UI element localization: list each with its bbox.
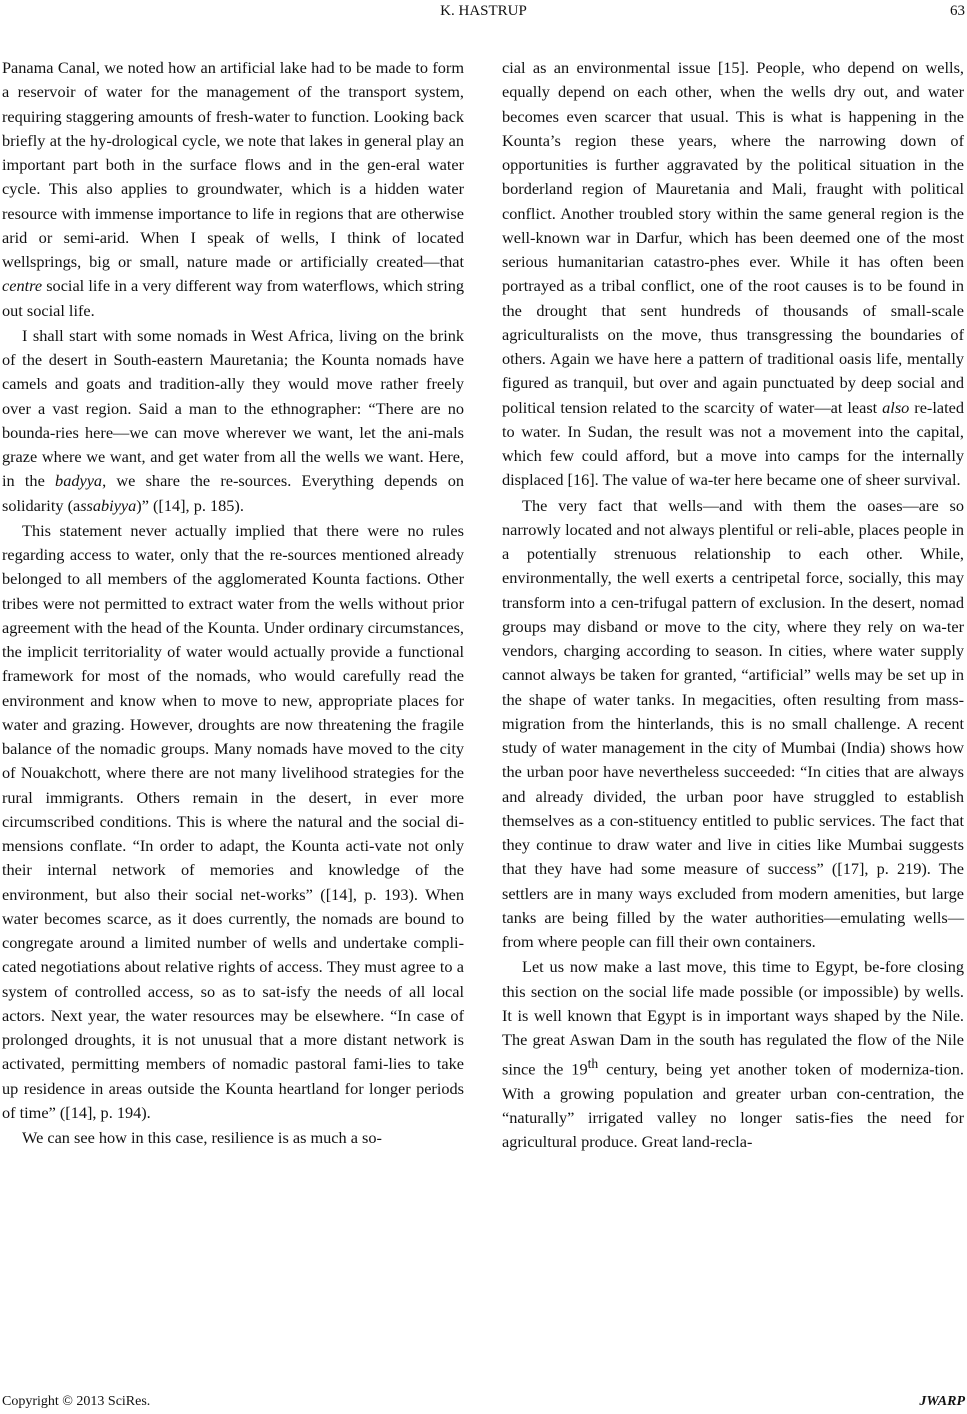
paragraph: cial as an environmental issue [15]. People, who depend on wells, equally depend on each other, when the wells dry out, and water becomes even scarcer that usual. This is what is happening in the Kounta’s region these years, where the narrowing down of opportunities is further aggravated by the political situation in the borderland region of Mauretania and Mali, fraught with political conflict. Another troubled story within the same general region is the well-known war in Darfur, which has been deemed one of the most serious humanitarian catastro-phes ever. While it has often been portrayed as a tribal conflict, one of the root causes is to be found in the drought that sent hundreds of thousands of small-scale agriculturalists on the move, thus transgressing the boundaries of others. Again we have here a pattern of traditional oasis life, mentally figured as tranquil, but over and again punctuated by deep social and political tension related to the scarcity of water—at least also re-lated to water. In Sudan, the result was not a movement into the capital, which few could afford, but a move into camps for the internally displaced [16]. The value of wa-ter here became one of sheer survival. (502, 58, 964, 490)
paragraph: This statement never actually implied that there were no rules regarding access to water, only that the re-sources mentioned already belonged to all members of the agglomerated Kounta factions. Other tribes were not permitted to extract water from the wells without prior agreement with the head of the Kounta. Under ordinary circumstances, the implicit territoriality of water would actually provide a functional framework for most of the nomads, who would carefully read the environment and know when to move to new, appropriate places for water and grazing. However, droughts are now threatening the fragile balance of the nomadic groups. Many nomads have moved to the city of Nouakchott, where there are not many livelihood strategies for the rural immigrants. Others remain in the desert, in ever more circumscribed conditions. This is where the natural and the social di-mensions conflate. “In order to adapt, the Kounta acti-vate not only their internal network of memories and knowledge of the environment, but also their social net-works” ([14], p. 193). When water becomes scarce, as it does currently, the nomads are bound to congregate around a limited number of wells and undertake compli-cated negotiations about relative rights of access. They must agree to a system of controlled access, so as to sat-isfy the needs of all local actors. Next year, the water resources may be elsewhere. “In case of prolonged droughts, it is not unusual that a more distant network is activated, permitting members of nomadic pastoral fami-lies to take up residence in areas outside the Kounta heartland for longer periods of time” ([14], p. 194). (2, 520, 464, 1122)
page-header (0, 0, 967, 28)
journal-name: JWARP (919, 1394, 965, 1409)
paragraph: The very fact that wells—and with them the oases—are so narrowly located and not always plentiful or reli-able, places people in a potentially strenuous relationship to each other. While, environmentally, the well exerts a centripetal force, socially, this may transform into a cen-trifugal pattern of exclusion. In the desert, nomad groups may disband or move to the city, where they rely on wa-ter vendors, charging according to season. In cities, where water supply cannot always be taken for granted, “artificial” wells may be set up in the shape of water tanks. In megacities, often resulting from mass-migration from the hinterlands, this is no small challenge. A recent study of water management in the city of Mumbai (India) shows how the urban poor have nevertheless succeeded: “In cities that are always and already divided, the urban poor have struggled to establish themselves as a con-stituency entitled to public services. The fact that they continue to draw water and live in cities like Mumbai suggests that they have had some measure of success” ([17], p. 219). The settlers are in many ways excluded from modern amenities, but large tanks are being filled by the water authorities—emulating wells—from where people can fill their own containers. (502, 495, 964, 951)
page-number: 63 (950, 3, 965, 19)
right-column (502, 56, 964, 1155)
paragraph: I shall start with some nomads in West Africa, living on the brink of the desert in South-eastern Mauretania; the Kounta nomads have camels and goats and tradition-ally they would move rather freely over a vast region. Said a man to the ethnographer: “There are no bounda-ries here—we can move wherever we want, let the ani-mals graze where we want, and get water from all the wells we want. Here, in the badyya, we share the re-sources. Everything depends on solidarity (assabiyya)” ([14], p. 185). (2, 325, 464, 515)
paragraph: Panama Canal, we noted how an artificial lake had to be made to form a reservoir of water for the management of the transport system, requiring staggering amounts of fresh-water to function. Looking back briefly at the hy-drological cycle, we note that lakes in general play an important part both in the surface flows and in the gen-eral water cycle. This also applies to groundwater, which is a hidden water resource with immense importance to life in regions that are otherwise arid or semi-arid. When I speak of wells, I think of located wellsprings, big or small, nature made or artificially created—that centre social life in a very different way from waterflows, which string out social life. (2, 58, 464, 320)
paragraph: We can see how in this case, resilience is as much a so- (22, 1128, 382, 1147)
left-column (2, 56, 464, 1150)
paragraph: Let us now make a last move, this time to Egypt, be-fore closing this section on the social life made possible (or impossible) by wells. It is well known that Egypt is in important ways shaped by the Nile. The great Aswan Dam in the south has regulated the flow of the Nile since the 19th century, being yet another token of moderniza-tion. With a growing population and greater urban con-centration, the “naturally” irrigated valley no longer satis-fies the need for agricultural produce. Great land-recla- (502, 957, 964, 1152)
page-footer (0, 1386, 967, 1414)
copyright-notice: Copyright © 2013 SciRes. (2, 1394, 151, 1409)
running-title: K. HASTRUP (440, 3, 527, 19)
